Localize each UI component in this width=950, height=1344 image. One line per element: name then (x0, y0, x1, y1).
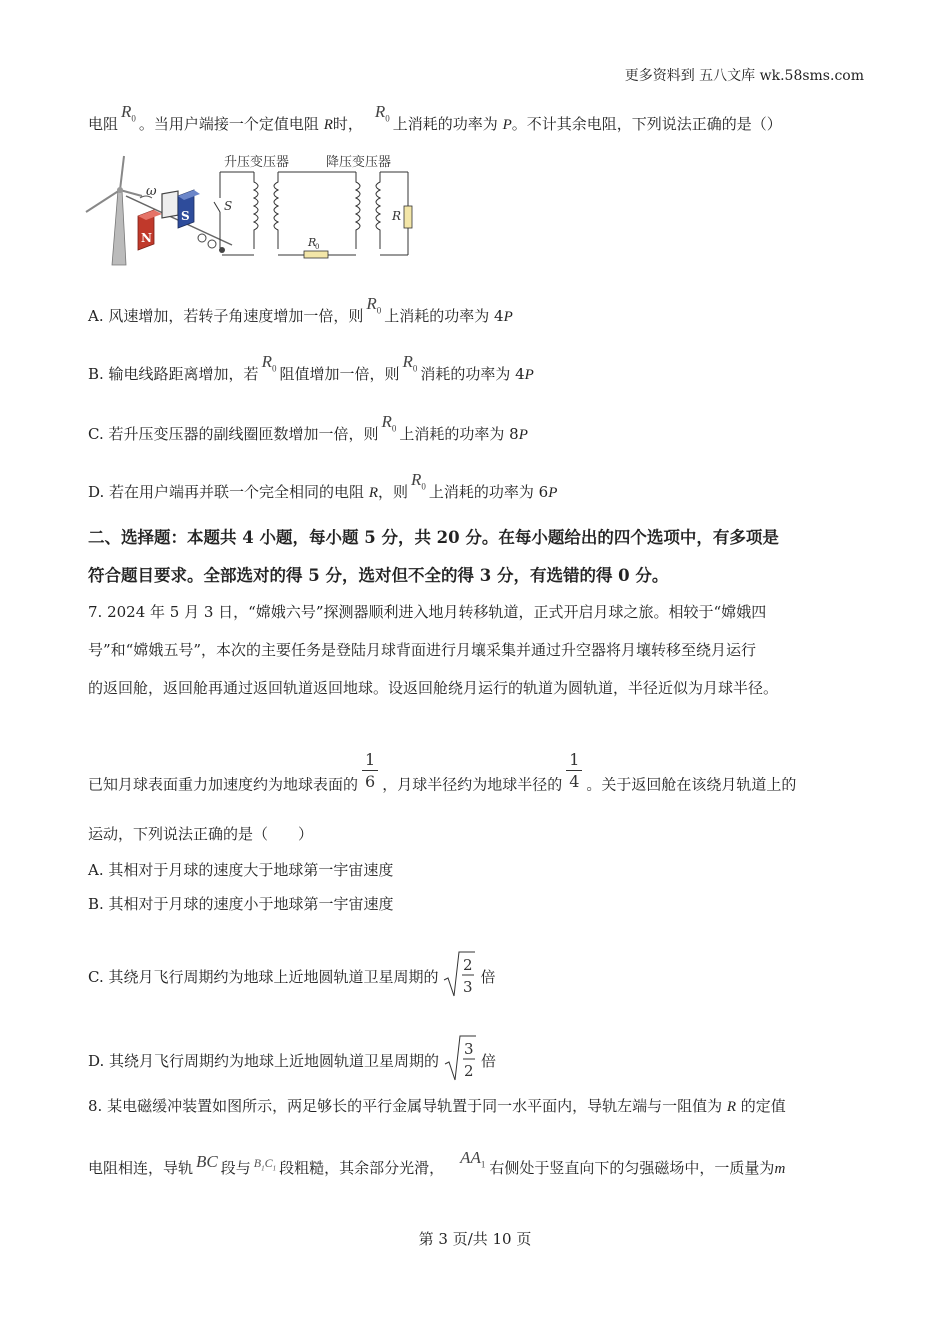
q7-option-b: B. 其相对于月球的速度小于地球第一宇宙速度 (88, 895, 394, 913)
r0-symbol: $R_0$ (261, 352, 277, 374)
fraction-one-sixth: $\frac{1}{6}$ (362, 750, 378, 793)
svg-text:R: R (308, 236, 317, 249)
section-2-heading-line-1: 二、选择题：本题共 4 小题，每小题 5 分，共 20 分。在每小题给出的四个选项中，有多项是 (88, 528, 779, 547)
switch-label: S (224, 199, 233, 213)
omega-label: ω (146, 184, 157, 199)
question-6-stem: 电阻$R_0$ 。当用户端接一个定值电阻 R时，$R_0$ 上消耗的功率为 P。不计其余电阻，下列说法正确的是（） (88, 102, 782, 133)
sqrt-two-thirds (442, 948, 476, 1000)
fraction-one-quarter: $\frac{1}{4}$ (566, 750, 582, 793)
q7-option-a: A. 其相对于月球的速度大于地球第一宇宙速度 (88, 861, 394, 879)
q8-line-2: 电阻相连，导轨 BC 段与 $^{B_1C_1}$ 段粗糙，其余部分光滑，$AA_1$ 右侧处于竖直向下的匀强磁场中，一质量为m (88, 1148, 786, 1177)
r0-symbol: $R_0$ (121, 102, 136, 124)
svg-text:2: 2 (463, 956, 474, 974)
step-up-label: 升压变压器 (224, 155, 290, 170)
r0-symbol: $R_0$ (411, 470, 426, 492)
south-magnet-icon (178, 190, 200, 228)
r0-symbol: $R_0$ (402, 352, 418, 374)
q7-line-2: 号”和“嫦娥五号”，本次的主要任务是登陆月球背面进行月壤采集并通过升空器将月壤转移至绕月运行 (88, 641, 757, 659)
q7-line-1: 7. 2024 年 5 月 3 日，“嫦娥六号”探测器顺利进入地月转移轨道，正式开启月球之旅。相较于“嫦娥四 (88, 603, 767, 621)
page-footer: 第 3 页/共 10 页 (418, 1230, 532, 1248)
svg-text:0: 0 (315, 243, 320, 251)
aa1-symbol: $AA_1$ (460, 1148, 486, 1170)
windmill-icon (86, 156, 142, 265)
q6-option-b: B. 输电线路距离增加，若$R_0$ 阻值增加一倍，则$R_0$ 消耗的功率为 4P (88, 352, 534, 383)
wind-generator-circuit-diagram (82, 150, 422, 270)
step-down-label: 降压变压器 (326, 155, 392, 170)
q7-line-5: 运动，下列说法正确的是（ ） (88, 825, 314, 843)
svg-text:3: 3 (464, 1040, 474, 1058)
svg-text:2: 2 (464, 1062, 474, 1080)
sqrt-three-halves (443, 1032, 477, 1084)
q6-option-d: D. 若在用户端再并联一个完全相同的电阻 R，则$R_0$ 上消耗的功率为 6P (88, 470, 558, 501)
q7-option-d: D. 其绕月飞行周期约为地球上近地圆轨道卫星周期的 3 2 倍 (88, 1036, 496, 1088)
r0-symbol: $R_0$ (381, 412, 397, 434)
q7-line-4: 已知月球表面重力加速度约为地球表面的 $\frac{1}{6}$ ，月球半径约为地球半径的 $\frac{1}{4}$ 。关于返回舱在该绕月轨道上的 (88, 750, 797, 794)
svg-text:3: 3 (463, 978, 474, 996)
q8-line-1: 8. 某电磁缓冲装置如图所示，两足够长的平行金属导轨置于同一水平面内，导轨左端与一阻值为 R 的定值 (88, 1097, 786, 1115)
svg-text:N: N (141, 231, 152, 245)
q7-line-3: 的返回舱，返回舱再通过返回轨道返回地球。设返回舱绕月运行的轨道为圆轨道，半径近似为月球半径。 (88, 679, 779, 697)
svg-text:S: S (181, 209, 190, 223)
bc-symbol: BC (196, 1152, 218, 1171)
r0-resistor (304, 251, 328, 258)
r0-symbol: $R_0$ (366, 294, 382, 316)
section-2-heading-line-2: 符合题目要求。全部选对的得 5 分，选对但不全的得 3 分，有选错的得 0 分。 (88, 566, 669, 585)
q6-option-c: C. 若升压变压器的副线圈匝数增加一倍，则$R_0$ 上消耗的功率为 8P (88, 412, 528, 443)
north-magnet-icon (138, 210, 162, 250)
q6-option-a: A. 风速增加，若转子角速度增加一倍，则$R_0$ 上消耗的功率为 4P (88, 294, 513, 325)
load-resistor (404, 206, 412, 228)
b1c1-symbol: B1C1 (253, 1156, 277, 1173)
page-header: 更多资料到 五八文库 wk.58sms.com (624, 68, 864, 84)
q7-option-c: C. 其绕月飞行周期约为地球上近地圆轨道卫星周期的 2 3 倍 (88, 952, 496, 1004)
svg-text:R: R (392, 209, 402, 223)
r0-symbol: $R_0$ (374, 102, 390, 124)
